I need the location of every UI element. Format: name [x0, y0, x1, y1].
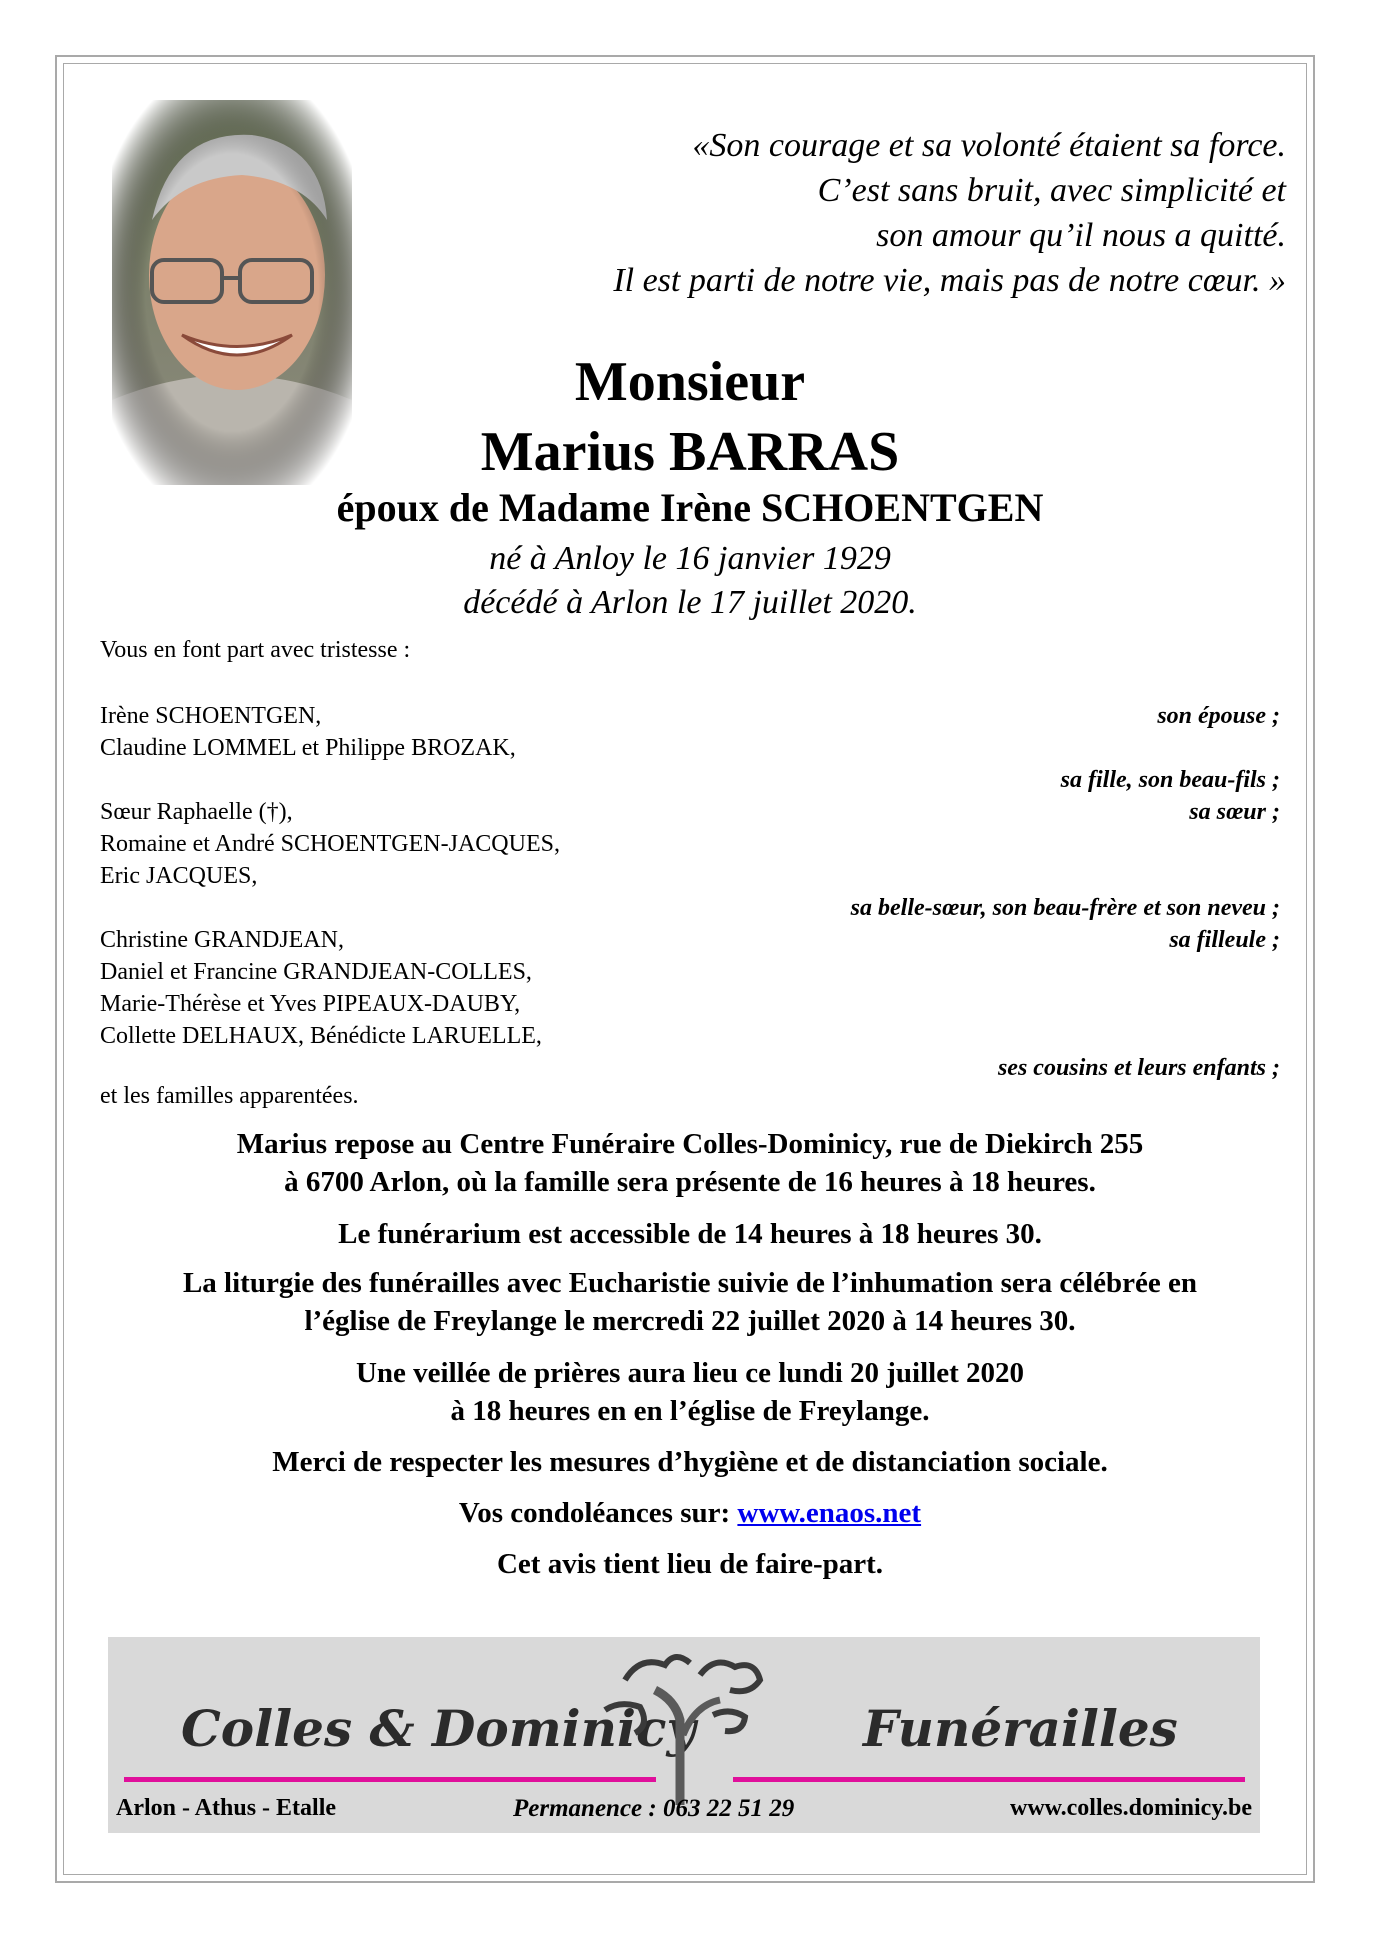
quote-line: «Son courage et sa volonté étaient sa force. — [692, 127, 1286, 164]
announcement-closing: et les familles apparentées. — [100, 1083, 359, 1109]
branch-cities: Arlon - Athus - Etalle — [116, 1795, 337, 1821]
birth-line: né à Anloy le 16 janvier 1929 — [489, 540, 891, 577]
family-relation: son épouse ; — [1157, 703, 1280, 729]
family-relation: sa belle-sœur, son beau-frère et son neveu ; — [850, 895, 1280, 921]
quote-line: C’est sans bruit, avec simplicité et — [817, 172, 1286, 209]
access-notice: Le funérarium est accessible de 14 heures à 18 heures 30. — [338, 1218, 1042, 1250]
funeral-home-banner — [108, 1637, 1260, 1833]
family-relation: sa filleule ; — [1169, 927, 1280, 953]
spouse-line: époux de Madame Irène SCHOENTGEN — [336, 485, 1044, 530]
funeral-home-website: www.colles.dominicy.be — [1009, 1795, 1252, 1821]
liturgy-notice — [80, 1264, 1300, 1340]
faire-part-notice: Cet avis tient lieu de faire-part. — [496, 1548, 884, 1580]
rest-line-2: à 6700 Arlon, où la famille sera présente de 16 heures à 18 heures. — [284, 1166, 1096, 1198]
family-row — [100, 1020, 1280, 1052]
family-row — [100, 732, 1280, 764]
family-name: Claudine LOMMEL et Philippe BROZAK, — [100, 735, 516, 761]
family-relation: sa sœur ; — [1189, 799, 1280, 825]
vigil-notice — [80, 1354, 1300, 1430]
rest-notice — [80, 1125, 1300, 1201]
family-name: Daniel et Francine GRANDJEAN-COLLES, — [100, 959, 532, 985]
brand-service: Funérailles — [863, 1699, 1178, 1758]
epitaph-quote — [386, 123, 1286, 303]
family-row — [100, 1052, 1280, 1084]
family-row — [100, 796, 1280, 828]
family-name: Sœur Raphaelle (†), — [100, 799, 293, 825]
family-row — [100, 700, 1280, 732]
family-name: Eric JACQUES, — [100, 863, 258, 889]
family-relation: ses cousins et leurs enfants ; — [997, 1055, 1280, 1081]
vigil-line-1: Une veillée de prières aura lieu ce lundi 20 juillet 2020 — [355, 1357, 1024, 1389]
family-row — [100, 764, 1280, 796]
liturgy-line-1: La liturgie des funérailles avec Eucharistie suivie de l’inhumation sera célébrée en — [182, 1267, 1198, 1299]
family-name: Irène SCHOENTGEN, — [100, 703, 322, 729]
deceased-name: Marius BARRAS — [480, 421, 900, 483]
condolences-notice — [80, 1494, 1300, 1532]
condolences-label: Vos condoléances sur: — [458, 1497, 731, 1529]
salutation: Monsieur — [574, 351, 806, 413]
announcement-intro: Vous en font part avec tristesse : — [100, 637, 411, 663]
family-row — [100, 956, 1280, 988]
quote-line: Il est parti de notre vie, mais pas de notre cœur. » — [613, 262, 1286, 299]
family-name: Collette DELHAUX, Bénédicte LARUELLE, — [100, 1023, 542, 1049]
rest-line-1: Marius repose au Centre Funéraire Colles-Dominicy, rue de Diekirch 255 — [236, 1128, 1144, 1160]
family-row — [100, 892, 1280, 924]
family-name: Romaine et André SCHOENTGEN-JACQUES, — [100, 831, 560, 857]
brand-name: Colles & Dominicy — [181, 1699, 696, 1758]
family-row — [100, 828, 1280, 860]
family-row — [100, 860, 1280, 892]
condolences-link[interactable]: www.enaos.net — [737, 1497, 922, 1529]
family-name: Marie-Thérèse et Yves PIPEAUX-DAUBY, — [100, 991, 521, 1017]
accent-divider — [124, 1777, 656, 1782]
family-name: Christine GRANDJEAN, — [100, 927, 344, 953]
quote-line: son amour qu’il nous a quitté. — [876, 217, 1286, 254]
liturgy-line-2: l’église de Freylange le mercredi 22 juillet 2020 à 14 heures 30. — [304, 1305, 1076, 1337]
death-line: décédé à Arlon le 17 juillet 2020. — [463, 584, 917, 621]
vigil-line-2: à 18 heures en en l’église de Freylange. — [450, 1395, 930, 1427]
hygiene-notice: Merci de respecter les mesures d’hygiène et de distanciation sociale. — [272, 1446, 1108, 1478]
permanence-phone: Permanence : 063 22 51 29 — [513, 1795, 795, 1822]
family-relation: sa fille, son beau-fils ; — [1060, 767, 1280, 793]
accent-divider — [733, 1777, 1245, 1782]
family-list — [100, 700, 1280, 1084]
family-row — [100, 924, 1280, 956]
family-row — [100, 988, 1280, 1020]
